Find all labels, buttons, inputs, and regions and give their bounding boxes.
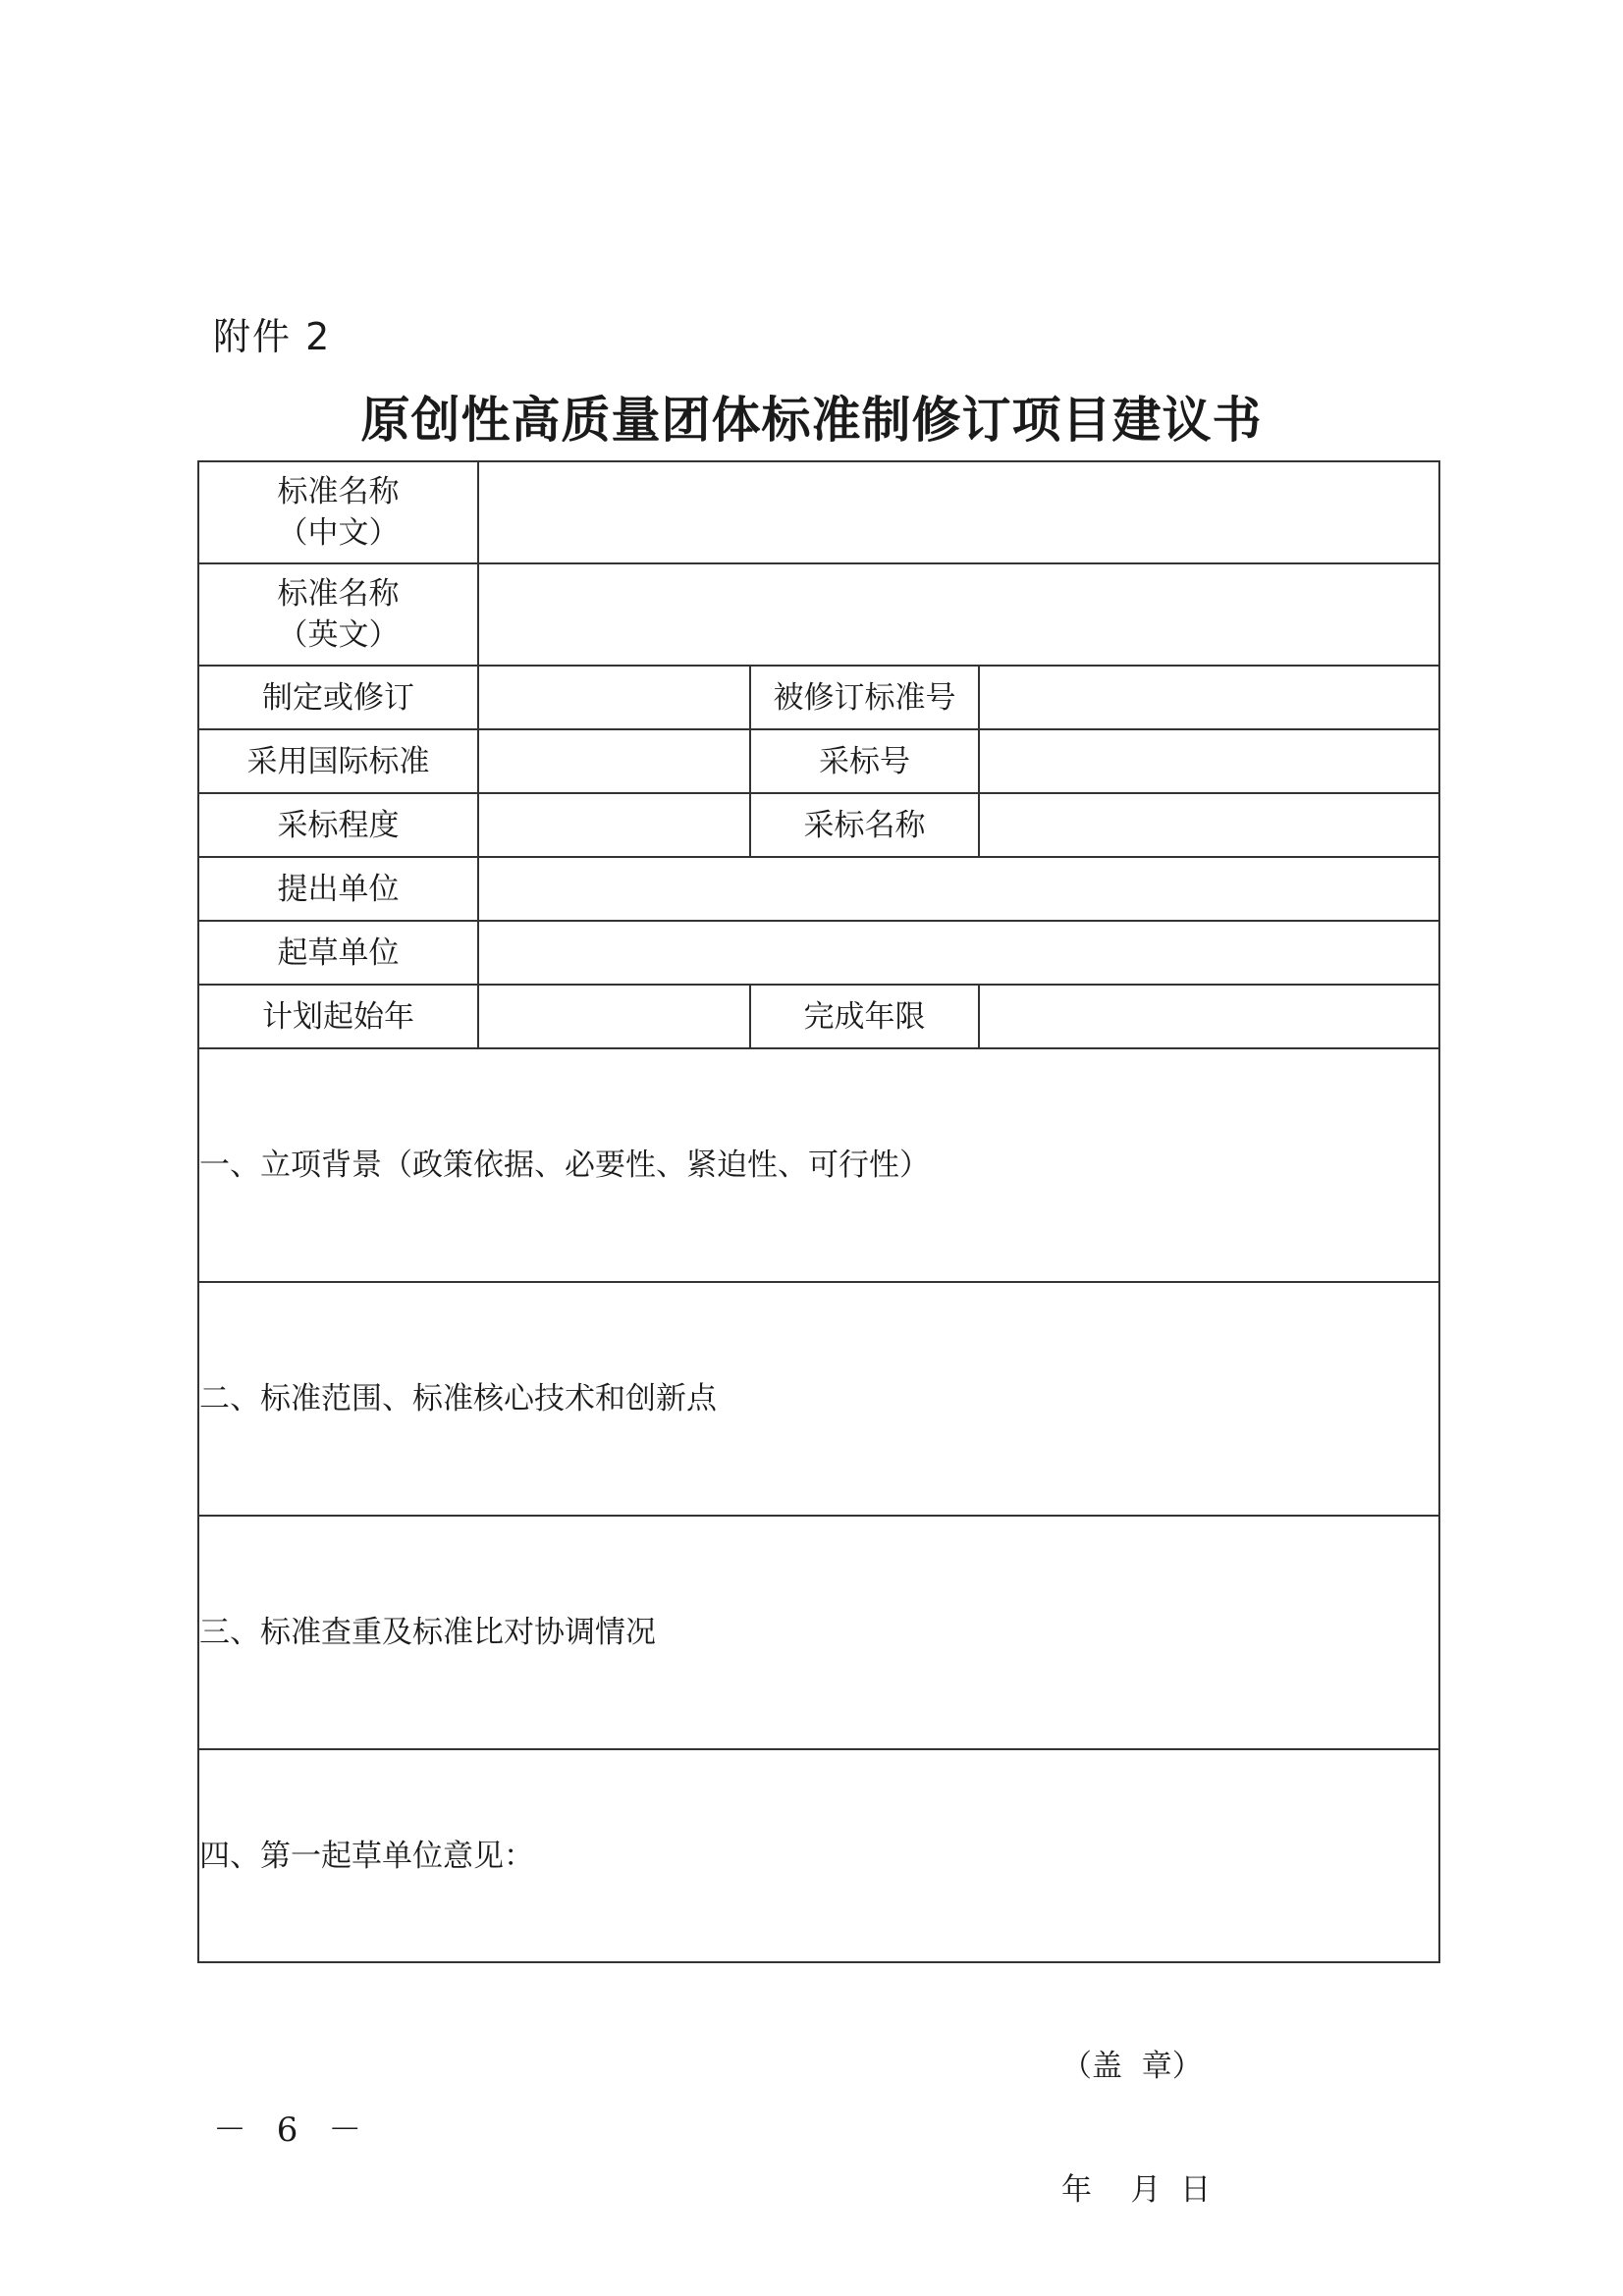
row-proposer — [198, 857, 1439, 921]
field-revised-standard-no[interactable] — [979, 666, 1439, 729]
field-name-cn[interactable] — [478, 461, 1439, 563]
proposal-form — [197, 460, 1440, 2208]
label-name-cn — [198, 461, 478, 563]
field-adoption-name[interactable] — [979, 793, 1439, 857]
section-drafter-opinion-heading: 四、第一起草单位意见： — [199, 1838, 534, 1874]
field-intl-standard[interactable] — [478, 729, 750, 793]
row-name-cn — [198, 461, 1439, 563]
field-deadline[interactable] — [979, 985, 1439, 1048]
row-name-en — [198, 563, 1439, 666]
label-deadline: 完成年限 — [750, 985, 979, 1048]
attachment-label: 附件 2 — [213, 315, 332, 358]
label-revised-standard-no: 被修订标准号 — [750, 666, 979, 729]
row-section-1 — [198, 1048, 1439, 1282]
field-adoption-no[interactable] — [979, 729, 1439, 793]
section-drafter-opinion-body — [199, 1836, 1438, 2208]
row-section-3 — [198, 1516, 1439, 1749]
label-plan-start: 计划起始年 — [198, 985, 478, 1048]
label-name-en-line1: 标准名称 — [277, 576, 400, 612]
field-adoption-degree[interactable] — [478, 793, 750, 857]
field-revise[interactable] — [478, 666, 750, 729]
section-background[interactable] — [198, 1048, 1439, 1282]
row-section-4 — [198, 1749, 1439, 1962]
field-name-en[interactable] — [478, 563, 1439, 666]
row-plan — [198, 985, 1439, 1048]
section-scope[interactable] — [198, 1282, 1439, 1516]
field-drafter[interactable] — [478, 921, 1439, 985]
row-section-2 — [198, 1282, 1439, 1516]
label-intl-standard: 采用国际标准 — [198, 729, 478, 793]
label-revise: 制定或修订 — [198, 666, 478, 729]
seal-date-label: 年 月 日 — [1061, 2171, 1212, 2208]
row-intl-standard — [198, 729, 1439, 793]
seal-block — [1061, 1963, 1211, 2293]
row-revise — [198, 666, 1439, 729]
label-proposer: 提出单位 — [198, 857, 478, 921]
field-proposer[interactable] — [478, 857, 1439, 921]
seal-stamp-label: （盖 章） — [1061, 2048, 1203, 2084]
document-title: 原创性高质量团体标准制修订项目建议书 — [360, 391, 1263, 449]
page-number: － 6 － — [213, 2110, 372, 2150]
label-name-en-line2: （英文） — [277, 617, 400, 653]
section-scope-heading: 二、标准范围、标准核心技术和创新点 — [199, 1381, 717, 1416]
field-plan-start[interactable] — [478, 985, 750, 1048]
section-drafter-opinion[interactable] — [198, 1749, 1439, 2208]
label-drafter: 起草单位 — [198, 921, 478, 985]
label-name-cn-line2: （中文） — [277, 515, 400, 551]
label-name-cn-line1: 标准名称 — [277, 474, 400, 509]
row-adoption-degree — [198, 793, 1439, 857]
row-drafter — [198, 921, 1439, 985]
section-duplication-check-heading: 三、标准查重及标准比对协调情况 — [199, 1615, 656, 1650]
label-name-en — [198, 563, 478, 666]
label-adoption-degree: 采标程度 — [198, 793, 478, 857]
section-background-heading: 一、立项背景（政策依据、必要性、紧迫性、可行性） — [199, 1148, 930, 1183]
label-adoption-no: 采标号 — [750, 729, 979, 793]
section-duplication-check[interactable] — [198, 1516, 1439, 1749]
label-adoption-name: 采标名称 — [750, 793, 979, 857]
